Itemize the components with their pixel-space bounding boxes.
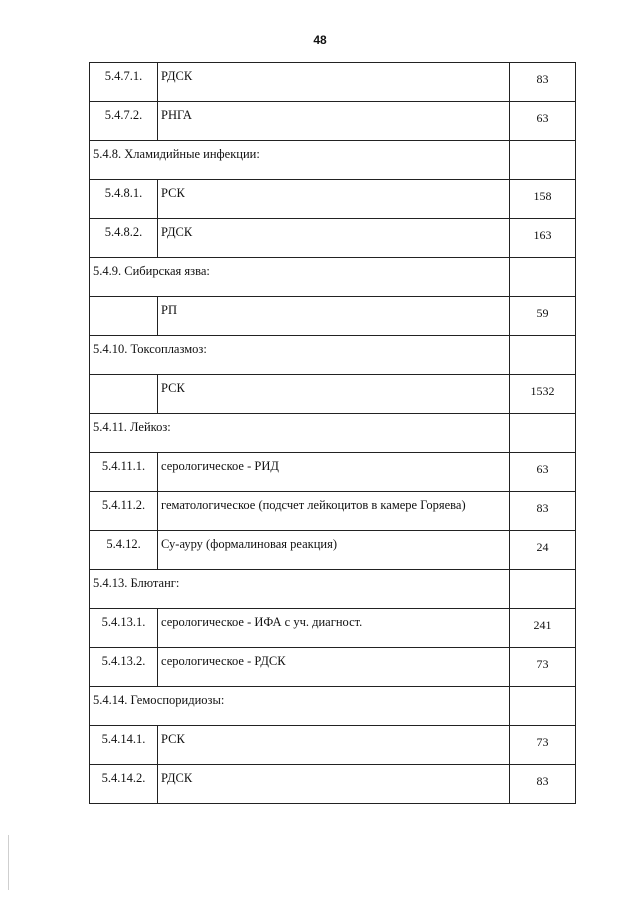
section-title-cell [90,414,510,453]
table-row [90,297,576,336]
table-row [90,492,576,531]
item-price-cell [510,180,576,219]
item-price-cell [510,492,576,531]
table-row [90,453,576,492]
item-description-cell [158,297,510,336]
item-description: гематологическое (подсчет лейкоцитов в камере Горяева) [161,498,466,512]
item-number: 5.4.11.1. [101,459,146,473]
item-price: 63 [536,111,549,125]
table-row [90,531,576,570]
item-description: РДСК [161,225,193,239]
item-number-cell [90,375,158,414]
item-description: РСК [161,381,185,395]
item-price: 1532 [530,384,555,398]
item-price-cell [510,63,576,102]
item-price: 24 [536,540,549,554]
item-price-cell [510,375,576,414]
item-description: серологическое - РДСК [161,654,286,668]
table-row [90,219,576,258]
section-title-cell [90,258,510,297]
section-header-row [90,258,576,297]
section-header-row [90,570,576,609]
item-number [90,375,157,381]
item-description: РДСК [161,69,193,83]
item-price: 73 [536,657,549,671]
table-row [90,609,576,648]
table-body [90,63,576,804]
item-description: серологическое - ИФА с уч. диагност. [161,615,363,629]
table-row [90,180,576,219]
item-number-cell [90,492,158,531]
item-number: 5.4.8.2. [104,225,143,239]
item-number-cell [90,63,158,102]
section-header-row [90,141,576,180]
item-description-cell [158,648,510,687]
item-number: 5.4.8.1. [104,186,143,200]
item-number-cell [90,648,158,687]
item-number: 5.4.14.2. [101,771,146,785]
item-number-cell [90,453,158,492]
section-title: 5.4.9. Сибирская язва: [93,264,210,278]
section-title-cell [90,141,510,180]
item-price: 59 [536,306,549,320]
page-number: 48 [313,33,327,47]
item-description-cell [158,453,510,492]
item-number: 5.4.13.1. [101,615,146,629]
item-price: 83 [536,72,549,86]
item-price: 63 [536,462,549,476]
item-price: 158 [533,189,552,203]
empty-price-cell [510,570,576,609]
table-row [90,726,576,765]
empty-price-cell [510,141,576,180]
section-title: 5.4.14. Гемоспоридиозы: [93,693,225,707]
item-price-cell [510,297,576,336]
item-number-cell [90,765,158,804]
item-price-cell [510,102,576,141]
section-title: 5.4.11. Лейкоз: [93,420,171,434]
item-price: 73 [536,735,549,749]
section-title-cell [90,336,510,375]
item-price-cell [510,609,576,648]
item-number: 5.4.13.2. [101,654,146,668]
item-number: 5.4.14.1. [101,732,146,746]
item-description-cell [158,609,510,648]
item-number-cell [90,102,158,141]
item-description: РНГА [161,108,192,122]
services-price-table [89,62,576,804]
item-description: РДСК [161,771,193,785]
item-number-cell [90,726,158,765]
item-price-cell [510,726,576,765]
section-header-row [90,687,576,726]
section-header-row [90,336,576,375]
section-title: 5.4.13. Блютанг: [93,576,180,590]
item-description-cell [158,492,510,531]
item-description-cell [158,180,510,219]
item-number-cell [90,531,158,570]
empty-price-cell [510,336,576,375]
item-number-cell [90,180,158,219]
item-number-cell [90,219,158,258]
table-row [90,765,576,804]
section-title: 5.4.8. Хламидийные инфекции: [93,147,260,161]
item-number: 5.4.11.2. [101,498,146,512]
item-number-cell [90,609,158,648]
item-description: серологическое - РИД [161,459,279,473]
empty-price-cell [510,258,576,297]
section-header-row [90,414,576,453]
item-description-cell [158,531,510,570]
item-description-cell [158,102,510,141]
item-price-cell [510,453,576,492]
table-row [90,63,576,102]
table-row [90,102,576,141]
item-price: 83 [536,774,549,788]
scan-margin-line [8,835,9,890]
item-description-cell [158,726,510,765]
item-description: Су-ауру (формалиновая реакция) [161,537,338,551]
item-number: 5.4.12. [106,537,141,551]
table-row [90,375,576,414]
item-description-cell [158,219,510,258]
item-price-cell [510,219,576,258]
item-description-cell [158,765,510,804]
item-description-cell [158,63,510,102]
item-description: РСК [161,186,185,200]
table-row [90,648,576,687]
item-number: 5.4.7.2. [104,108,143,122]
item-number-cell [90,297,158,336]
item-description: РСК [161,732,185,746]
empty-price-cell [510,414,576,453]
item-price: 241 [533,618,552,632]
item-price: 163 [533,228,552,242]
item-price: 83 [536,501,549,515]
item-number [90,297,157,303]
item-price-cell [510,648,576,687]
section-title-cell [90,687,510,726]
section-title: 5.4.10. Токсоплазмоз: [93,342,207,356]
item-description: РП [161,303,177,317]
item-price-cell [510,765,576,804]
section-title-cell [90,570,510,609]
item-price-cell [510,531,576,570]
empty-price-cell [510,687,576,726]
item-number: 5.4.7.1. [104,69,143,83]
item-description-cell [158,375,510,414]
